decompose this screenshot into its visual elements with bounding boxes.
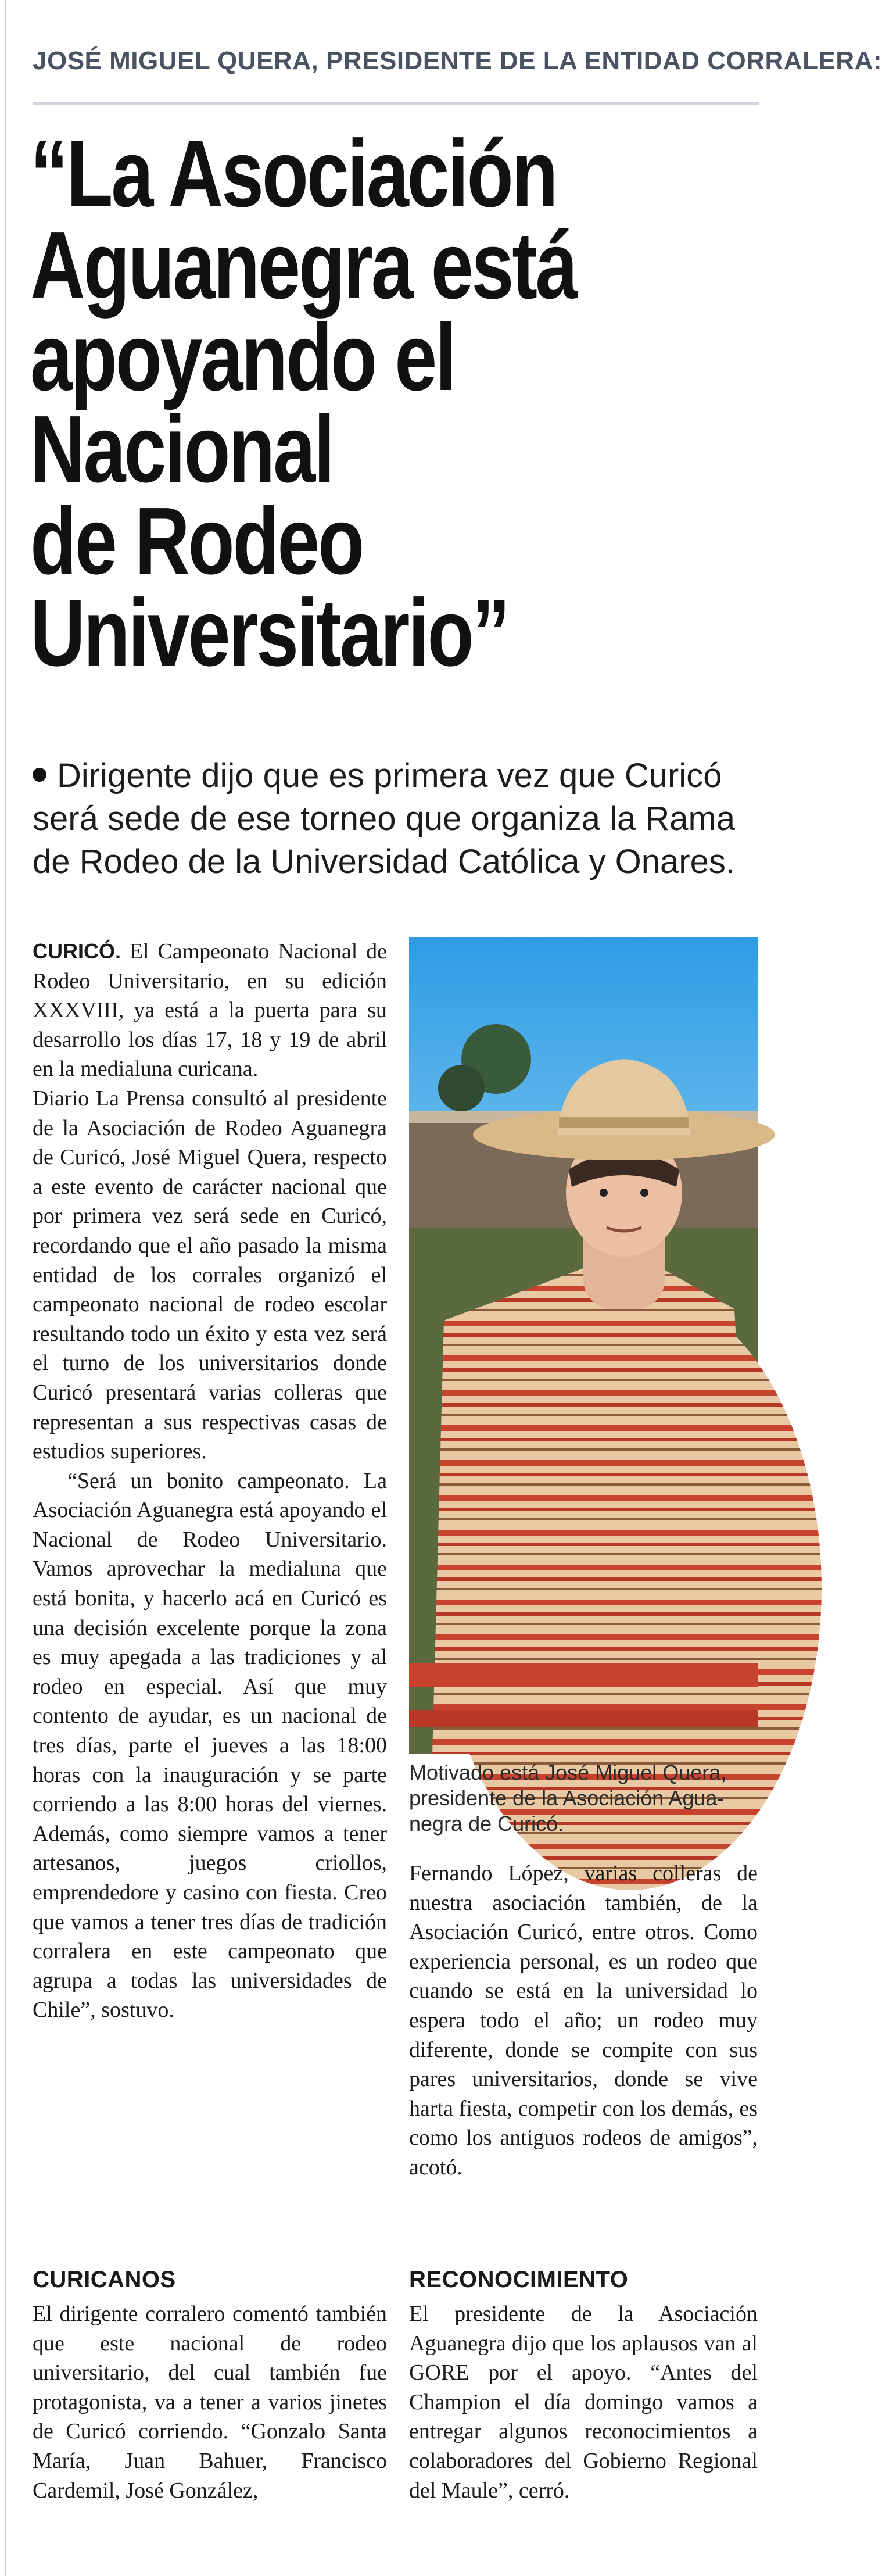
portrait-photo (409, 937, 758, 1754)
deck-line: Dirigente dijo que es primera vez que Curicó (57, 757, 722, 795)
dateline: CURICÓ. (33, 939, 121, 963)
headline-line: “La Asociación (30, 120, 557, 227)
subhead-reconocimiento: RECONOCIMIENTO (409, 2267, 629, 2292)
caption-line: presidente de la Asociación Agua- (409, 1786, 725, 1810)
bullet-icon (33, 768, 46, 782)
headline (30, 120, 611, 686)
paragraph: Diario La Prensa consultó al presidente de la Asociación de Rodeo Aguanegra de Curicó, José Miguel Quera, respecto a este evento de carácter nacional que por primera vez será sede en Curicó, recordando que el año pasado la misma entidad de los corrales organizó el campeonato nacional de rodeo escolar resultando todo un éxito y esta vez será el turno de los universitarios donde Curicó presentará varias colleras que representan a sus respectivas casas de estudios superiores. (33, 1086, 387, 1464)
paragraph: El dirigente corralero comentó también que este nacional de rodeo universitario, del cual también fue protagonista, va a tener a varios jinetes de Curicó corriendo. “Gonzalo Santa María, Juan Bahuer, Francisco Cardemil, José González, (33, 2302, 387, 2503)
kicker: JOSÉ MIGUEL QUERA, PRESIDENTE DE LA ENTIDAD CORRALERA: (33, 46, 882, 75)
deck (33, 754, 759, 883)
body-right-column (409, 1859, 758, 2254)
body-right-column-2 (409, 2299, 758, 2555)
paragraph: El presidente de la Asociación Aguanegra dijo que los aplausos van al GORE por el apoyo. “Antes del Champion el día domingo vamos a entregar algunos reconocimientos a colaboradores del Gobierno Regional del Maule”, cerró. (409, 2302, 758, 2503)
body-left-column (33, 937, 387, 2233)
subhead-curicanos: CURICANOS (33, 2267, 176, 2292)
body-left-column-2 (33, 2299, 387, 2555)
paragraph: El Campeonato Nacional de Rodeo Universitario, en su edición XXXVIII, ya está a la puerta para su desarrollo los días 17, 18 y 19 de abril en la medialuna curicana. (33, 939, 388, 1082)
headline-line: Nacional (30, 396, 334, 502)
photo-caption (409, 1760, 758, 1837)
page-edge-rule (5, 0, 6, 2576)
deck-line: de Rodeo de la Universidad Católica y Onares. (33, 843, 735, 881)
deck-line: será sede de ese torneo que organiza la Rama (33, 800, 736, 838)
paragraph: Fernando López, varias colleras de nuestra asociación también, de la Asociación Curicó, entre otros. Como experiencia personal, es un rodeo que cuando se está en la universidad lo espera todo el año; un rodeo muy diferente, donde se compite con sus pares universitarios, donde se vive harta fiesta, competir con los demás, es como los antiguos rodeos de amigos”, acotó. (409, 1861, 758, 2180)
headline-line: Universitario” (30, 579, 508, 686)
headline-line: de Rodeo (30, 488, 363, 594)
headline-line: Aguanegra está (30, 212, 576, 319)
headline-line: apoyando el (30, 304, 455, 410)
portrait-photo-illustration (409, 937, 758, 1754)
caption-line: Motivado está José Miguel Quera, (409, 1761, 727, 1784)
paragraph: “Será un bonito campeonato. La Asociación Aguanegra está apoyando el Nacional de Rodeo Universitario. Vamos aprovechar la medialuna que está bonita, y hacerlo acá en Curicó es una decisión excelente porque la zona es muy apegada a las tradiciones y al rodeo en especial. Así que muy contento de ayudar, es un nacional de tres días, parte el jueves a las 18:00 horas con la inauguración y se parte corriendo a las 8:00 horas del viernes. Además, como siempre vamos a tener artesanos, juegos criollos, emprendedore y casino con fiesta. Creo que vamos a tener tres días de tradición corralera en este campeonato que agrupa a todas las universidades de Chile”, sostuvo. (33, 1468, 387, 2023)
caption-line: negra de Curicó. (409, 1812, 564, 1836)
kicker-divider (33, 102, 759, 105)
